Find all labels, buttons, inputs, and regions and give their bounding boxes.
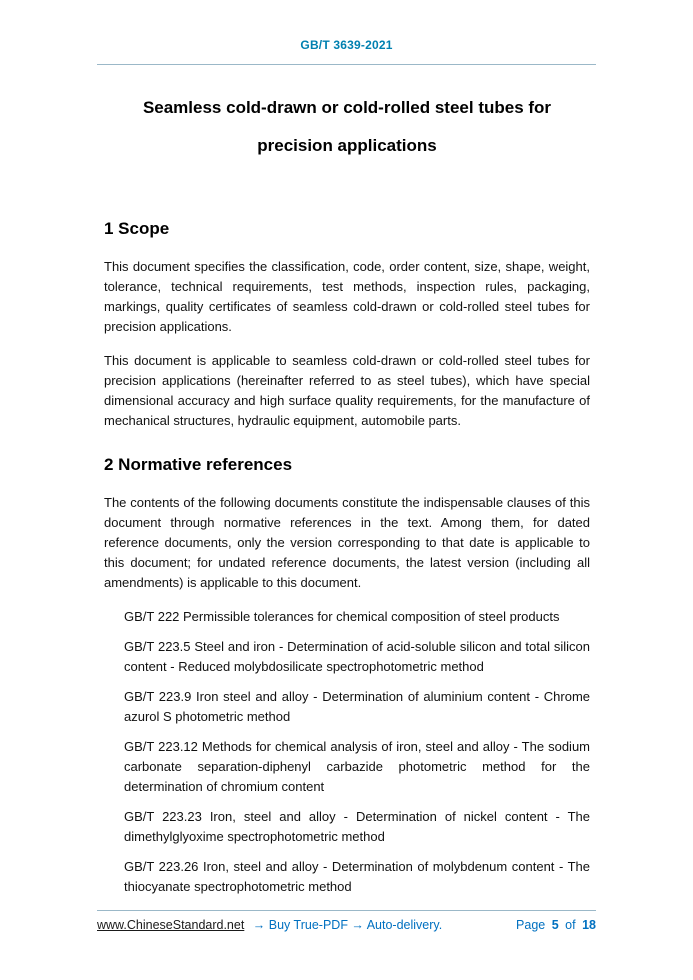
reference-item: GB/T 223.23 Iron, steel and alloy - Determination of nickel content - The dimethylglyoxime spectrophotometric method <box>124 809 590 844</box>
reference-item: GB/T 222 Permissible tolerances for chemical composition of steel products <box>124 609 560 624</box>
document-content <box>104 89 590 897</box>
section-heading-normative-references: 2 Normative references <box>104 455 293 474</box>
standard-code: GB/T 3639-2021 <box>300 38 393 52</box>
total-pages: 18 <box>582 918 596 932</box>
scope-paragraph-1: This document specifies the classification, code, order content, size, shape, weight, tolerance, technical requirements, test methods, inspection rules, packaging, markings, quality certificates of seamless cold-drawn or cold-rolled steel tubes for precision applications. <box>104 259 590 334</box>
page-indicator <box>513 918 596 932</box>
document-header <box>97 38 596 65</box>
page-number: 5 <box>551 918 559 932</box>
normative-references-intro: The contents of the following documents constitute the indispensable clauses of this document through normative references in the text. Among them, for dated reference documents, only the version corresponding to that date is applicable to this document; for undated reference documents, the latest version (including all amendments) is applicable to this document. <box>104 495 590 590</box>
of-label: of <box>565 918 576 932</box>
scope-paragraph-2: This document is applicable to seamless cold-drawn or cold-rolled steel tubes for precision applications (hereinafter referred to as steel tubes), which have special dimensional accuracy and high surface quality requirements, for the manufacture of mechanical structures, hydraulic equipment, automobile parts. <box>104 353 590 428</box>
chinesestandard-link[interactable]: www.ChineseStandard.net <box>97 918 245 932</box>
reference-item: GB/T 223.26 Iron, steel and alloy - Determination of molybdenum content - The thiocyanate spectrophotometric method <box>124 859 590 894</box>
references-list <box>104 607 590 897</box>
footer-tagline: → Buy True-PDF → Auto-delivery. <box>252 918 443 932</box>
reference-item: GB/T 223.12 Methods for chemical analysis of iron, steel and alloy - The sodium carbonate separation-diphenyl carbazide photometric method for the determination of chromium content <box>124 739 590 794</box>
document-title <box>104 89 590 165</box>
reference-item: GB/T 223.5 Steel and iron - Determination of acid-soluble silicon and total silicon content - Reduced molybdosilicate spectrophotometric method <box>124 639 590 674</box>
document-footer <box>97 910 596 932</box>
page-label: Page <box>516 918 546 932</box>
footer-left <box>97 918 442 932</box>
section-heading-scope: 1 Scope <box>104 219 170 238</box>
reference-item: GB/T 223.9 Iron steel and alloy - Determination of aluminium content - Chrome azurol S photometric method <box>124 689 590 724</box>
title-line-2: precision applications <box>257 136 437 155</box>
title-line-1: Seamless cold-drawn or cold-rolled steel tubes for <box>142 98 552 117</box>
